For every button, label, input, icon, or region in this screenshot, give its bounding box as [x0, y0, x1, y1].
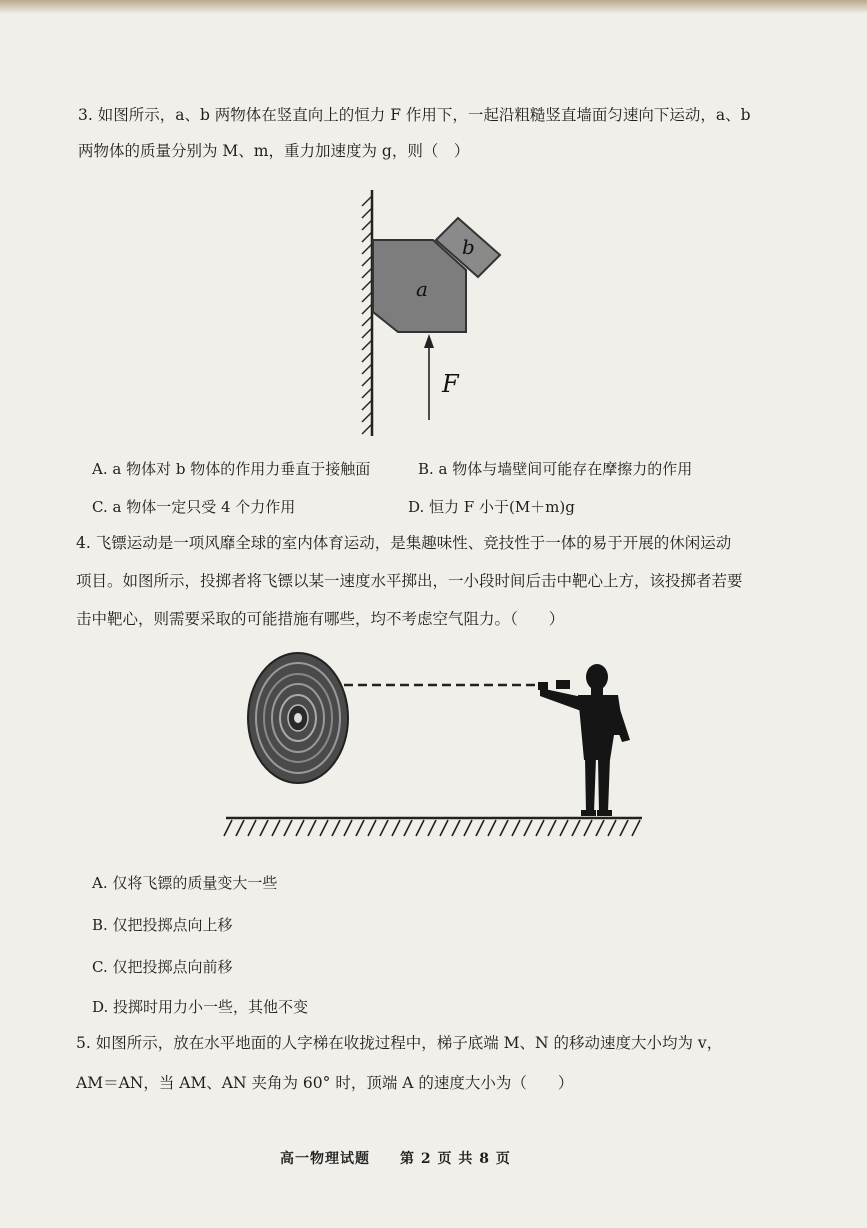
label-b: b: [462, 235, 475, 259]
dartboard: [248, 653, 348, 783]
footer-subject: 高一物理试题: [280, 1151, 370, 1167]
q4-stem-line2: 项目。如图所示，投掷者将飞镖以某一速度水平掷出，一小段时间后击中靶心上方，该投掷者若要: [76, 572, 743, 590]
q5-stem-line2: AM＝AN，当 AM、AN 夹角为 60° 时，顶端 A 的速度大小为（ ）: [76, 1074, 574, 1092]
q4-stem-line3: 击中靶心，则需要采取的可能措施有哪些，均不考虑空气阻力。（ ）: [76, 610, 565, 628]
footer-page-info: 第 2 页 共 8 页: [400, 1151, 511, 1167]
q3-option-a: A. a 物体对 b 物体的作用力垂直于接触面: [92, 460, 371, 478]
q4-option-a: A. 仅将飞镖的质量变大一些: [92, 874, 278, 892]
q3-stem-line1: 3. 如图所示，a、b 两物体在竖直向上的恒力 F 作用下，一起沿粗糙竖直墙面匀速向下运动，a、b: [78, 106, 751, 124]
q3-option-d: D. 恒力 F 小于(M＋m)g: [408, 498, 575, 516]
q3-stem-line2: 两物体的质量分别为 M、m，重力加速度为 g，则（ ）: [78, 142, 470, 160]
q4-option-c: C. 仅把投掷点向前移: [92, 958, 233, 976]
ground-hatching: [224, 820, 640, 836]
q3-option-c: C. a 物体一定只受 4 个力作用: [92, 498, 296, 516]
label-F: F: [442, 370, 459, 398]
q5-stem-line1: 5. 如图所示，放在水平地面的人字梯在收拢过程中，梯子底端 M、N 的移动速度大小均为 v，: [76, 1034, 723, 1052]
label-a: a: [416, 277, 428, 301]
thrower-silhouette: [538, 664, 630, 816]
q4-option-b: B. 仅把投掷点向上移: [92, 916, 233, 934]
q4-option-d: D. 投掷时用力小一些，其他不变: [92, 998, 309, 1016]
q3-option-b: B. a 物体与墙壁间可能存在摩擦力的作用: [418, 460, 693, 478]
q4-stem-line1: 4. 飞镖运动是一项风靡全球的室内体育运动，是集趣味性、竞技性于一体的易于开展的休闲运动: [76, 534, 732, 552]
